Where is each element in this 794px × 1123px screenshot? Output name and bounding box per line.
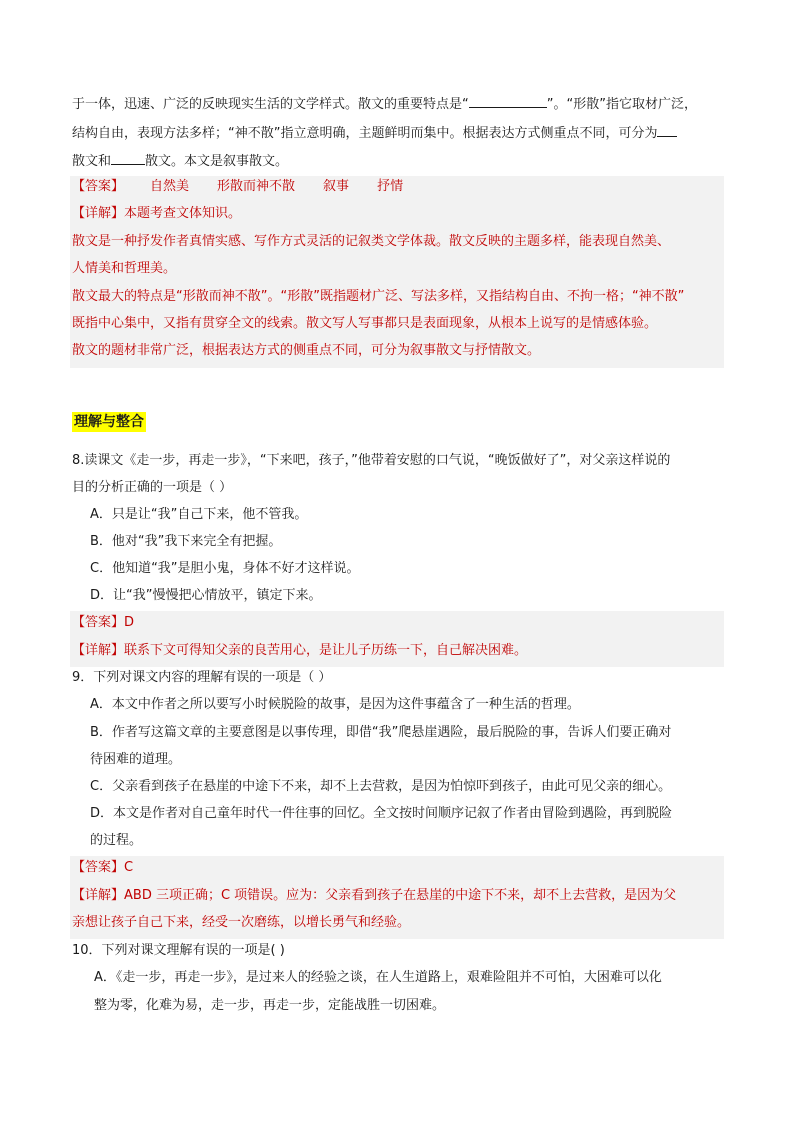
- answer-line: [72, 177, 403, 197]
- intro-line-2: [72, 122, 677, 144]
- intro-line-3: [72, 150, 288, 172]
- answer-tag: 【答案】: [72, 615, 125, 630]
- detail-line: [72, 641, 527, 661]
- question-9-option-b: B．作者写这篇文章的主要意图是以事传理，即借“我”爬悬崖遇险，最后脱险的事，告诉人们要正确对: [90, 725, 672, 740]
- intro-text: 结构自由，表现方法多样；“神不散”指立意明确，主题鲜明而集中。根据表达方式侧重点不同，可分为: [72, 126, 658, 141]
- detail-text: 散文是一种抒发作者真情实感、写作方式灵活的记叙类文学体裁。散文反映的主题多样，能表现自然美、: [72, 234, 671, 249]
- detail-text: 既指中心集中，又指有贯穿全文的线索。散文写人写事都只是表面现象，从根本上说写的是情感体验。: [72, 316, 658, 331]
- detail-tag: 【详解】: [72, 888, 125, 903]
- answer-item: 抒情: [377, 179, 404, 194]
- detail-tag: 【详解】: [72, 643, 125, 658]
- intro-text: 散文和: [72, 154, 112, 169]
- fill-blank: [111, 150, 145, 165]
- intro-text: ”。“形散”指它取材广泛，: [546, 97, 697, 112]
- intro-line-1: [72, 93, 697, 115]
- detail-line: [72, 886, 676, 906]
- detail-tag: 【详解】: [72, 206, 125, 221]
- question-8-option-b: B．他对“我”我下来完全有把握。: [90, 534, 282, 549]
- question-8-stem: 目的分析正确的一项是（ ）: [72, 480, 233, 495]
- intro-text: 散文。本文是叙事散文。: [145, 154, 289, 169]
- question-8-stem: 8.读课文《走一步，再走一步》，“下来吧，孩子，”他带着安慰的口气说，“晚饭做好了”，对父亲这样说的: [72, 453, 671, 468]
- detail-text: 人情美和哲理美。: [72, 261, 177, 276]
- answer-line: [72, 613, 134, 633]
- question-9-option-d: 的过程。: [90, 833, 143, 848]
- fill-blank: [469, 93, 547, 108]
- answer-item: 自然美: [150, 179, 190, 194]
- question-9-option-c: C．父亲看到孩子在悬崖的中途下不来，却不上去营救，是因为怕惊吓到孩子，由此可见父亲的细心。: [90, 779, 672, 794]
- question-9-option-a: A．本文中作者之所以要写小时候脱险的故事，是因为这件事蕴含了一种生活的哲理。: [90, 697, 580, 712]
- answer-value: C: [124, 860, 134, 875]
- question-9-option-b: 待困难的道理。: [90, 752, 182, 767]
- detail-text: 散文的题材非常广泛，根据表达方式的侧重点不同，可分为叙事散文与抒情散文。: [72, 343, 541, 358]
- detail-text: ABD 三项正确；C 项错误。应为：父亲看到孩子在悬崖的中途下不来，却不上去营救，是因为父: [124, 888, 677, 903]
- question-10-stem: 10．下列对课文理解有误的一项是( ): [72, 943, 285, 958]
- answer-item: 形散而神不散: [217, 179, 296, 194]
- detail-text: 联系下文可得知父亲的良苦用心，是让儿子历练一下，自己解决困难。: [124, 643, 528, 658]
- question-9-option-d: D．本文是作者对自己童年时代一件往事的回忆。全文按时间顺序记叙了作者由冒险到遇险，再到脱险: [90, 806, 673, 821]
- question-10-option-a: 整为零，化难为易，走一步，再走一步，定能战胜一切困难。: [94, 998, 446, 1013]
- question-10-option-a: A．《走一步，再走一步》，是过来人的经验之谈，在人生道路上，艰难险阻并不可怕，大困难可以化: [94, 970, 662, 985]
- answer-tag: 【答案】: [72, 860, 125, 875]
- fill-blank: [657, 122, 677, 137]
- answer-tag: 【答案】: [72, 179, 125, 194]
- answer-item: 叙事: [323, 179, 350, 194]
- answer-value: D: [124, 615, 135, 630]
- detail-text: 本题考查文体知识。: [124, 206, 242, 221]
- question-8-option-a: A．只是让“我”自己下来，他不管我。: [90, 507, 308, 522]
- question-8-option-c: C．他知道“我”是胆小鬼，身体不好才这样说。: [90, 561, 360, 576]
- intro-text: 于一体，迅速、广泛的反映现实生活的文学样式。散文的重要特点是“: [72, 97, 469, 112]
- detail-text: 亲想让孩子自己下来，经受一次磨练，以增长勇气和经验。: [72, 915, 411, 930]
- detail-text: 散文最大的特点是“形散而神不散”。“形散”既指题材广泛、写法多样，又指结构自由、不拘一格；“神不散”: [72, 289, 685, 304]
- detail-line: [72, 204, 241, 224]
- answer-line: [72, 858, 133, 878]
- section-title: 理解与整合: [74, 414, 144, 430]
- question-9-stem: 9．下列对课文内容的理解有误的一项是（ ）: [72, 670, 332, 685]
- question-8-option-d: D．让“我”慢慢把心情放平，镇定下来。: [90, 588, 322, 603]
